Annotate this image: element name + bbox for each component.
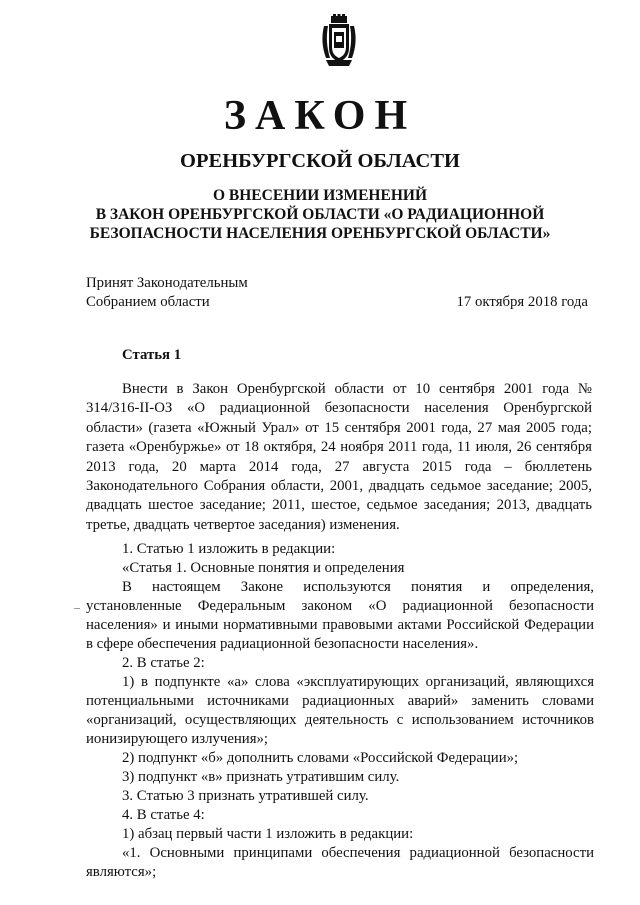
list-item: 3. Статью 3 признать утратившей силу. — [122, 788, 369, 804]
article-title: Статья 1 — [122, 347, 182, 363]
coat-of-arms-icon — [318, 14, 360, 68]
subtitle-line: В ЗАКОН ОРЕНБУРГСКОЙ ОБЛАСТИ «О РАДИАЦИОННОЙ — [95, 206, 545, 223]
list-item: В настоящем Законе используются понятия и определения, установленные Федеральным законом «О радиационной безопасности населения» и иными нормативными правовыми актами Российской Федерации в сфере обеспечения радиационной безопасности населения». — [86, 579, 594, 652]
document-title: ЗАКОН — [223, 93, 417, 139]
list-item: 3) подпункт «в» признать утратившим силу. — [122, 769, 400, 785]
list-item: «Статья 1. Основные понятия и определения — [122, 560, 405, 576]
article-intro: Внести в Закон Оренбургской области от 10 сентября 2001 года № 314/316-II-ОЗ «О радиационной безопасности населения Оренбургской области» (газета «Южный Урал» от 15 сентября 2001 года, 27 мая 2005 года; газета «Оренбуржье» от 18 октября, 24 ноября 2011 года, 11 июля, 26 сентября 2013 года, 20 марта 2014 года, 27 августа 2015 года – бюллетень Законодательного Собрания области, 2001, двадцать седьмое заседание; 2005, двадцать шестое заседание; 2011, шестое, седьмое заседания; 2013, двадцать третье, двадцать четвертое заседания) изменения. — [86, 381, 592, 533]
region-title: ОРЕНБУРГСКОЙ ОБЛАСТИ — [180, 150, 460, 172]
amendments-list — [86, 540, 594, 882]
adoption-note — [86, 274, 248, 312]
law-subtitle — [0, 186, 640, 243]
adoption-line: Принят Законодательным — [86, 275, 248, 291]
adoption-line: Собранием области — [86, 294, 210, 310]
subtitle-line: О ВНЕСЕНИИ ИЗМЕНЕНИЙ — [212, 187, 427, 204]
list-item: 1) абзац первый части 1 изложить в редакции: — [122, 826, 414, 842]
list-item: 1. Статью 1 изложить в редакции: — [122, 541, 336, 557]
list-item: 2. В статье 2: — [122, 655, 205, 671]
margin-mark: – — [74, 600, 80, 614]
list-item: 1) в подпункте «а» слова «эксплуатирующих организаций, являющихся потенциальными источниками радиационных аварий» заменить словами «организаций, осуществляющих деятельность с использованием источников ионизирующего излучения»; — [86, 674, 594, 747]
subtitle-line: БЕЗОПАСНОСТИ НАСЕЛЕНИЯ ОРЕНБУРГСКОЙ ОБЛАСТИ» — [89, 225, 551, 242]
list-item: 2) подпункт «б» дополнить словами «Российской Федерации»; — [122, 750, 519, 766]
list-item: «1. Основными принципами обеспечения радиационной безопасности являются»; — [86, 845, 594, 880]
list-item: 4. В статье 4: — [122, 807, 205, 823]
adoption-date: 17 октября 2018 года — [456, 294, 588, 310]
